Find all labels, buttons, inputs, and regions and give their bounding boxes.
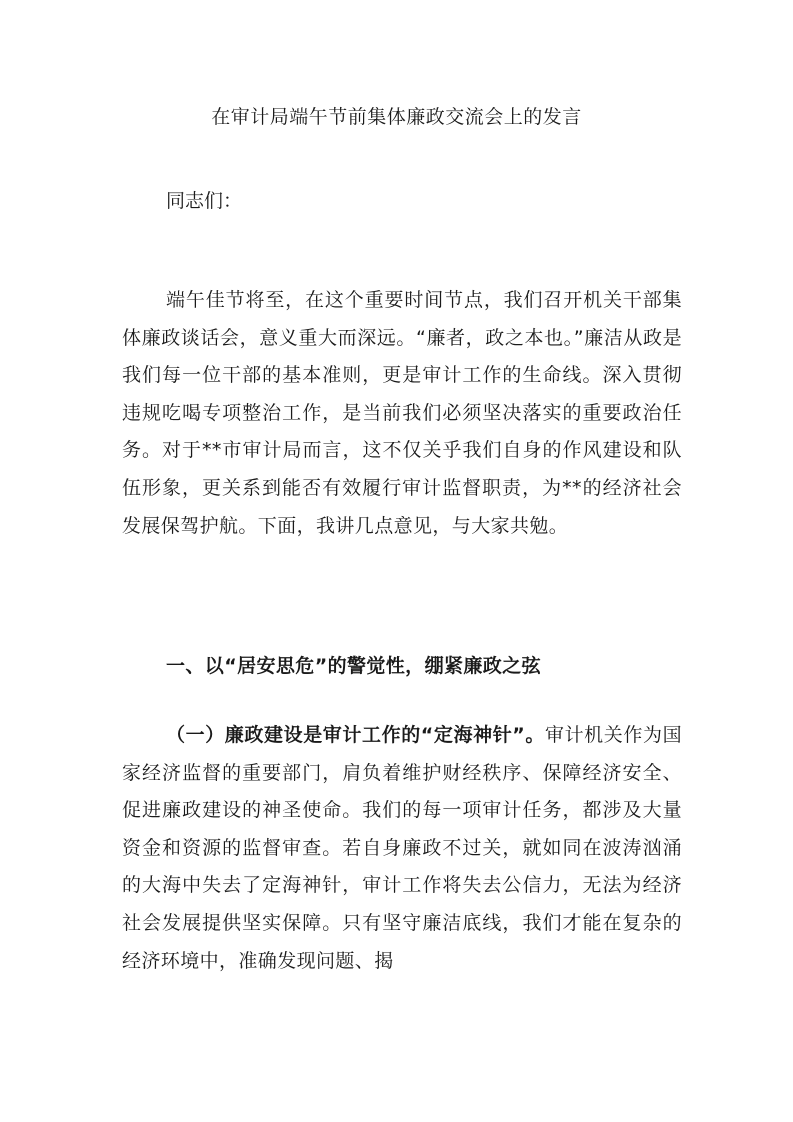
- document-title: 在审计局端午节前集体廉政交流会上的发言: [211, 106, 582, 128]
- paragraph-section-1-1: [122, 717, 682, 980]
- subsection-body: 审计机关作为国家经济监督的重要部门，肩负着维护财经秩序、保障经济安全、促进廉政建设的神圣使命。我们的每一项审计任务，都涉及大量资金和资源的监督审查。若自身廉政不过关，就如同在波涛汹涌的大海中失去了定海神针，审计工作将失去公信力，无法为经济社会发展提供坚实保障。只有坚守廉洁底线，我们才能在复杂的经济环境中，准确发现问题、揭: [122, 724, 682, 972]
- paragraph-intro: 端午佳节将至，在这个重要时间节点，我们召开机关干部集体廉政谈话会，意义重大而深远。“廉者，政之本也。”廉洁从政是我们每一位干部的基本准则，更是审计工作的生命线。深入贯彻违规吃喝专项整治工作，是当前我们必须坚决落实的重要政治任务。对于**市审计局而言，这不仅关乎我们自身的作风建设和队伍形象，更关系到能否有效履行审计监督职责，为**的经济社会发展保驾护航。下面，我讲几点意见，与大家共勉。: [122, 289, 682, 537]
- section-heading-1: 一、以“居安思危”的警觉性，绷紧廉政之弦: [166, 655, 541, 677]
- subsection-lead: （一）廉政建设是审计工作的“定海神针”。: [166, 724, 545, 746]
- salutation: 同志们：: [166, 190, 243, 212]
